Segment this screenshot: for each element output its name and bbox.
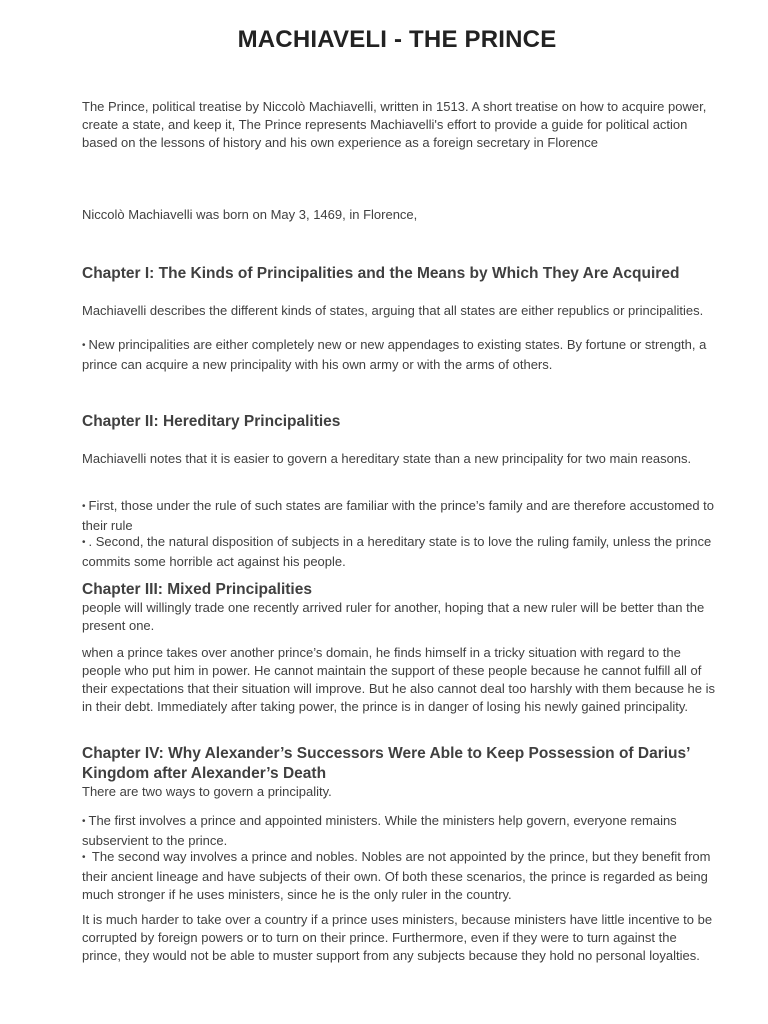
chapter-1-paragraph: Machiavelli describes the different kinds of states, arguing that all states are either republics or principalities. bbox=[82, 303, 704, 318]
chapter-4-heading: Chapter IV: Why Alexander’s Successors Were Able to Keep Possession of Darius’ Kingdom after Alexander’s Death bbox=[82, 745, 690, 782]
bullet-text: First, those under the rule of such states are familiar with the prince’s family and are therefore accustomed to their rule bbox=[82, 498, 715, 533]
bullet-icon: • bbox=[82, 501, 86, 512]
chapter-4-bullet-2 bbox=[82, 848, 718, 904]
chapter-4-bullet-1 bbox=[82, 812, 718, 850]
chapter-3-paragraph-2: when a prince takes over another prince’s domain, he finds himself in a tricky situation with regard to the people who put him in power. He cannot maintain the support of these people because he cannot fulfill all of their expectations that their situation will improve. But he also cannot deal too harshly with them because he is in their debt. Immediately after taking power, the prince is in danger of losing his newly gained principality. bbox=[82, 645, 716, 714]
bullet-icon: • bbox=[82, 816, 86, 827]
chapter-4-paragraph-2: It is much harder to take over a country if a prince uses ministers, because ministers have little incentive to be corrupted by foreign powers or to turn on their prince. Furthermore, even if they were to turn against the prince, they would not be able to muster support from any subjects because they hold no personal loyalties. bbox=[82, 912, 713, 963]
chapter-2-bullet-2 bbox=[82, 533, 718, 571]
chapter-3-heading: Chapter III: Mixed Principalities bbox=[82, 581, 312, 598]
intro-paragraph: The Prince, political treatise by Niccolò Machiavelli, written in 1513. A short treatise on how to acquire power, create a state, and keep it, The Prince represents Machiavelli's effort to provide a guide for political action based on the lessons of history and his own experience as a foreign secretary in Florence bbox=[82, 99, 707, 150]
chapter-2-heading: Chapter II: Hereditary Principalities bbox=[82, 413, 341, 430]
bullet-text: The first involves a prince and appointed ministers. While the ministers help govern, everyone remains subservient to the prince. bbox=[82, 813, 677, 848]
chapter-4-paragraph-1: There are two ways to govern a principality. bbox=[82, 784, 332, 799]
chapter-2-bullet-1 bbox=[82, 497, 718, 535]
chapter-2-paragraph: Machiavelli notes that it is easier to govern a hereditary state than a new principality for two main reasons. bbox=[82, 451, 692, 466]
bullet-icon: • bbox=[82, 340, 86, 351]
bullet-text: . Second, the natural disposition of subjects in a hereditary state is to love the ruling family, unless the prince commits some horrible act against his people. bbox=[82, 534, 712, 569]
chapter-3-paragraph-1: people will willingly trade one recently arrived ruler for another, hoping that a new ruler will be better than the present one. bbox=[82, 600, 705, 633]
chapter-1-bullet-1 bbox=[82, 336, 718, 374]
document-title: MACHIAVELI - THE PRINCE bbox=[237, 26, 557, 53]
chapter-1-heading: Chapter I: The Kinds of Principalities and the Means by Which They Are Acquired bbox=[82, 265, 680, 282]
bullet-icon: • bbox=[82, 537, 86, 548]
bullet-text: The second way involves a prince and nobles. Nobles are not appointed by the prince, but they benefit from their ancient lineage and have subjects of their own. Of both these scenarios, the prince is regarded as being much stronger if he uses ministers, since he is the only ruler in the country. bbox=[82, 849, 711, 902]
birth-paragraph: Niccolò Machiavelli was born on May 3, 1469, in Florence, bbox=[82, 207, 418, 222]
bullet-icon: • bbox=[82, 852, 86, 863]
bullet-text: New principalities are either completely new or new appendages to existing states. By fortune or strength, a prince can acquire a new principality with his own army or with the arms of others. bbox=[82, 337, 707, 372]
